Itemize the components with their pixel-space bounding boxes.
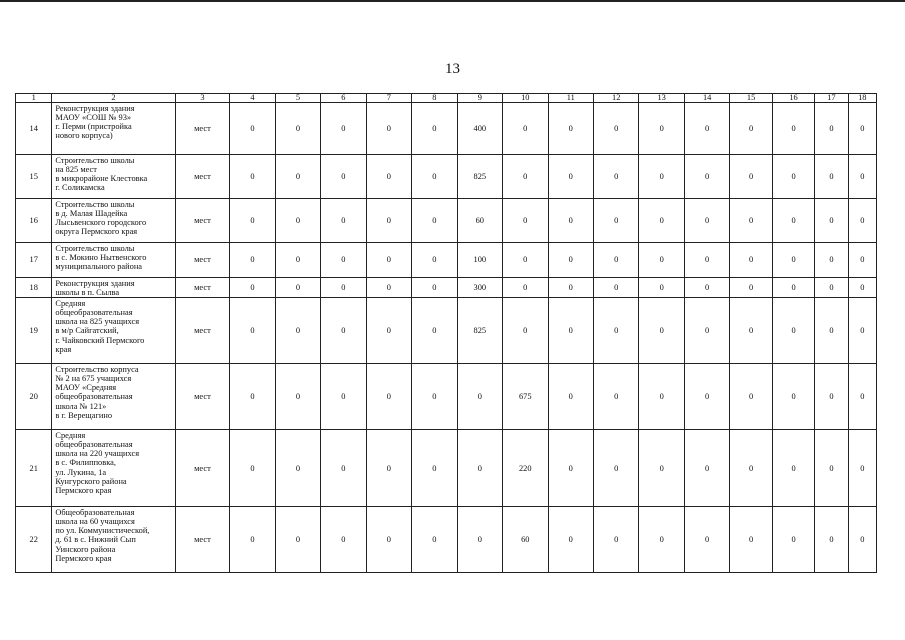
value-cell: 0 — [639, 507, 684, 573]
value-cell: 0 — [366, 278, 411, 298]
column-number-header: 7 — [366, 94, 411, 103]
column-number-header: 1 — [16, 94, 52, 103]
value-cell: 0 — [772, 199, 814, 243]
table-row — [16, 298, 877, 364]
value-cell: 0 — [548, 243, 593, 278]
value-cell: 0 — [848, 430, 876, 507]
value-cell: 0 — [848, 507, 876, 573]
value-cell: 0 — [230, 364, 275, 430]
value-cell: 0 — [503, 298, 548, 364]
value-cell: 0 — [684, 507, 729, 573]
value-cell: 0 — [366, 364, 411, 430]
column-number-header: 15 — [730, 94, 772, 103]
value-cell: 0 — [366, 103, 411, 155]
project-description — [52, 199, 175, 243]
column-number-header: 3 — [175, 94, 230, 103]
description-line: г. Соликамска — [55, 183, 105, 193]
column-number-header: 4 — [230, 94, 275, 103]
description-line: школа на 825 учащихся — [55, 317, 140, 327]
description-line: Строительство школы — [55, 200, 135, 209]
value-cell: 0 — [503, 243, 548, 278]
value-cell: 0 — [275, 243, 320, 278]
value-cell: 0 — [230, 243, 275, 278]
value-cell: 0 — [321, 199, 366, 243]
value-cell: 0 — [230, 155, 275, 199]
value-cell: 0 — [366, 507, 411, 573]
value-cell: 0 — [412, 155, 457, 199]
value-cell: 0 — [639, 199, 684, 243]
value-cell: 0 — [366, 199, 411, 243]
value-cell: 0 — [848, 298, 876, 364]
value-cell: 0 — [503, 278, 548, 298]
project-description — [52, 278, 175, 298]
value-cell: 0 — [639, 103, 684, 155]
value-cell: 0 — [412, 103, 457, 155]
description-line: школа на 60 учащихся — [55, 517, 135, 527]
value-cell: 100 — [457, 243, 502, 278]
value-cell: 0 — [321, 155, 366, 199]
value-cell: 0 — [848, 155, 876, 199]
column-number-header: 13 — [639, 94, 684, 103]
value-cell: 0 — [457, 430, 502, 507]
column-number-header: 12 — [593, 94, 638, 103]
value-cell: 0 — [772, 364, 814, 430]
description-line: Реконструкция здания — [55, 279, 135, 288]
description-line: в д. Малая Шадейка — [55, 209, 128, 219]
value-cell: 0 — [593, 155, 638, 199]
table-row — [16, 199, 877, 243]
value-cell: 0 — [848, 199, 876, 243]
project-description — [52, 243, 175, 278]
row-number: 18 — [16, 278, 52, 298]
description-line: Пермского края — [55, 553, 112, 563]
value-cell: 0 — [275, 430, 320, 507]
value-cell: 0 — [639, 430, 684, 507]
data-table — [15, 93, 877, 573]
description-line: ул. Лукина, 1а — [55, 467, 107, 477]
value-cell: 0 — [321, 278, 366, 298]
unit-cell: мест — [175, 243, 230, 278]
description-line: Строительство корпуса — [55, 365, 139, 375]
value-cell: 0 — [230, 278, 275, 298]
value-cell: 0 — [457, 364, 502, 430]
value-cell: 0 — [230, 103, 275, 155]
description-line: в с. Мокино Нытвенского — [55, 253, 147, 263]
value-cell: 0 — [412, 364, 457, 430]
value-cell: 220 — [503, 430, 548, 507]
value-cell: 675 — [503, 364, 548, 430]
value-cell: 0 — [815, 364, 848, 430]
value-cell: 0 — [815, 298, 848, 364]
value-cell: 0 — [503, 155, 548, 199]
description-line: Строительство школы — [55, 156, 135, 165]
table-row — [16, 278, 877, 298]
description-line: в г. Верещагино — [55, 410, 113, 420]
description-line: края — [55, 344, 72, 354]
value-cell: 0 — [772, 430, 814, 507]
description-line: Строительство школы — [55, 244, 135, 253]
value-cell: 0 — [366, 298, 411, 364]
value-cell: 0 — [848, 278, 876, 298]
description-line: МАОУ «СОШ № 93» — [55, 113, 132, 123]
value-cell: 0 — [275, 298, 320, 364]
table-row — [16, 430, 877, 507]
value-cell: 0 — [457, 507, 502, 573]
value-cell: 0 — [848, 364, 876, 430]
unit-cell: мест — [175, 507, 230, 573]
value-cell: 60 — [503, 507, 548, 573]
description-line: Средняя — [55, 431, 86, 441]
value-cell: 0 — [275, 199, 320, 243]
column-number-header: 8 — [412, 94, 457, 103]
value-cell: 60 — [457, 199, 502, 243]
value-cell: 0 — [815, 430, 848, 507]
description-line: в с. Филипповка, — [55, 458, 116, 468]
table-row — [16, 103, 877, 155]
row-number: 19 — [16, 298, 52, 364]
description-line: МАОУ «Средняя — [55, 383, 117, 393]
value-cell: 0 — [321, 507, 366, 573]
value-cell: 0 — [730, 243, 772, 278]
value-cell: 0 — [593, 243, 638, 278]
row-number: 21 — [16, 430, 52, 507]
column-number-header: 11 — [548, 94, 593, 103]
value-cell: 0 — [772, 507, 814, 573]
value-cell: 0 — [230, 507, 275, 573]
unit-cell: мест — [175, 430, 230, 507]
value-cell: 0 — [639, 298, 684, 364]
project-description — [52, 298, 175, 364]
value-cell: 0 — [639, 278, 684, 298]
column-number-header: 14 — [684, 94, 729, 103]
value-cell: 0 — [639, 364, 684, 430]
value-cell: 0 — [684, 364, 729, 430]
value-cell: 0 — [548, 430, 593, 507]
value-cell: 0 — [230, 199, 275, 243]
row-number: 15 — [16, 155, 52, 199]
column-number-header: 2 — [52, 94, 175, 103]
value-cell: 0 — [412, 430, 457, 507]
value-cell: 825 — [457, 298, 502, 364]
description-line: муниципального района — [55, 262, 143, 272]
description-line: в микрорайоне Клестовка — [55, 174, 148, 184]
description-line: Уинского района — [55, 544, 116, 554]
value-cell: 0 — [321, 430, 366, 507]
value-cell: 0 — [772, 103, 814, 155]
description-line: общеобразовательная — [55, 440, 133, 450]
row-number: 20 — [16, 364, 52, 430]
value-cell: 0 — [730, 155, 772, 199]
table-row — [16, 364, 877, 430]
table-header-row — [16, 94, 877, 103]
value-cell: 0 — [684, 199, 729, 243]
description-line: на 825 мест — [55, 165, 97, 175]
description-line: общеобразовательная — [55, 308, 133, 318]
value-cell: 0 — [815, 507, 848, 573]
value-cell: 0 — [230, 430, 275, 507]
value-cell: 0 — [772, 155, 814, 199]
description-line: в м/р Сайгатский, — [55, 326, 119, 336]
column-number-header: 6 — [321, 94, 366, 103]
column-number-header: 16 — [772, 94, 814, 103]
value-cell: 0 — [730, 430, 772, 507]
description-line: по ул. Коммунистической, — [55, 526, 150, 536]
table-row — [16, 155, 877, 199]
value-cell: 0 — [548, 298, 593, 364]
value-cell: 0 — [730, 103, 772, 155]
description-line: № 2 на 675 учащихся — [55, 374, 132, 384]
value-cell: 0 — [321, 103, 366, 155]
value-cell: 0 — [684, 155, 729, 199]
project-description — [52, 155, 175, 199]
value-cell: 0 — [684, 278, 729, 298]
description-line: Лысьвенского городского — [55, 218, 147, 228]
description-line: г. Чайковский Пермского — [55, 335, 145, 345]
value-cell: 0 — [593, 278, 638, 298]
value-cell: 0 — [848, 103, 876, 155]
value-cell: 0 — [593, 430, 638, 507]
unit-cell: мест — [175, 278, 230, 298]
project-description — [52, 364, 175, 430]
value-cell: 0 — [684, 243, 729, 278]
value-cell: 0 — [772, 278, 814, 298]
value-cell: 0 — [321, 243, 366, 278]
value-cell: 0 — [548, 199, 593, 243]
value-cell: 0 — [321, 364, 366, 430]
description-line: нового корпуса) — [55, 131, 113, 141]
value-cell: 400 — [457, 103, 502, 155]
description-line: Пермского края — [55, 485, 112, 495]
column-number-header: 5 — [275, 94, 320, 103]
value-cell: 0 — [321, 298, 366, 364]
value-cell: 0 — [815, 103, 848, 155]
unit-cell: мест — [175, 298, 230, 364]
value-cell: 0 — [275, 507, 320, 573]
value-cell: 0 — [730, 199, 772, 243]
value-cell: 0 — [275, 155, 320, 199]
value-cell: 0 — [366, 243, 411, 278]
unit-cell: мест — [175, 199, 230, 243]
value-cell: 0 — [275, 364, 320, 430]
column-number-header: 18 — [848, 94, 876, 103]
value-cell: 0 — [815, 155, 848, 199]
value-cell: 0 — [593, 199, 638, 243]
description-line: школа № 121» — [55, 401, 107, 411]
project-description — [52, 507, 175, 573]
description-line: Средняя — [55, 299, 86, 309]
value-cell: 0 — [230, 298, 275, 364]
value-cell: 300 — [457, 278, 502, 298]
value-cell: 0 — [684, 103, 729, 155]
value-cell: 0 — [772, 298, 814, 364]
project-description — [52, 103, 175, 155]
value-cell: 0 — [503, 199, 548, 243]
value-cell: 0 — [730, 507, 772, 573]
value-cell: 0 — [548, 278, 593, 298]
value-cell: 0 — [815, 243, 848, 278]
description-line: школа на 220 учащихся — [55, 449, 140, 459]
value-cell: 0 — [639, 243, 684, 278]
description-line: округа Пермского края — [55, 227, 138, 237]
value-cell: 0 — [548, 155, 593, 199]
unit-cell: мест — [175, 364, 230, 430]
value-cell: 0 — [639, 155, 684, 199]
table-row — [16, 507, 877, 573]
value-cell: 0 — [593, 364, 638, 430]
value-cell: 0 — [730, 364, 772, 430]
value-cell: 0 — [548, 103, 593, 155]
row-number: 14 — [16, 103, 52, 155]
value-cell: 0 — [275, 278, 320, 298]
value-cell: 0 — [412, 507, 457, 573]
column-number-header: 17 — [815, 94, 848, 103]
description-line: Кунгурского района — [55, 476, 127, 486]
description-line: г. Перми (пристройка — [55, 122, 132, 132]
value-cell: 0 — [412, 199, 457, 243]
value-cell: 0 — [815, 278, 848, 298]
value-cell: 0 — [548, 364, 593, 430]
column-number-header: 9 — [457, 94, 502, 103]
row-number: 16 — [16, 199, 52, 243]
value-cell: 0 — [684, 298, 729, 364]
description-line: д. 61 в с. Нижний Сып — [55, 535, 136, 545]
value-cell: 0 — [412, 278, 457, 298]
description-line: Реконструкция здания — [55, 104, 135, 113]
value-cell: 0 — [548, 507, 593, 573]
table-row — [16, 243, 877, 278]
value-cell: 0 — [730, 298, 772, 364]
value-cell: 0 — [412, 243, 457, 278]
value-cell: 0 — [593, 103, 638, 155]
row-number: 17 — [16, 243, 52, 278]
value-cell: 0 — [366, 430, 411, 507]
top-rule — [0, 0, 905, 2]
value-cell: 0 — [412, 298, 457, 364]
value-cell: 825 — [457, 155, 502, 199]
value-cell: 0 — [593, 507, 638, 573]
page-number: 13 — [445, 61, 460, 77]
value-cell: 0 — [772, 243, 814, 278]
value-cell: 0 — [684, 430, 729, 507]
description-line: общеобразовательная — [55, 392, 133, 402]
value-cell: 0 — [730, 278, 772, 298]
description-line: Общеобразовательная — [55, 508, 135, 518]
value-cell: 0 — [848, 243, 876, 278]
project-description — [52, 430, 175, 507]
row-number: 22 — [16, 507, 52, 573]
unit-cell: мест — [175, 103, 230, 155]
description-line: школы в п. Сылва — [55, 288, 120, 298]
column-number-header: 10 — [503, 94, 548, 103]
value-cell: 0 — [593, 298, 638, 364]
value-cell: 0 — [503, 103, 548, 155]
value-cell: 0 — [815, 199, 848, 243]
value-cell: 0 — [275, 103, 320, 155]
value-cell: 0 — [366, 155, 411, 199]
unit-cell: мест — [175, 155, 230, 199]
